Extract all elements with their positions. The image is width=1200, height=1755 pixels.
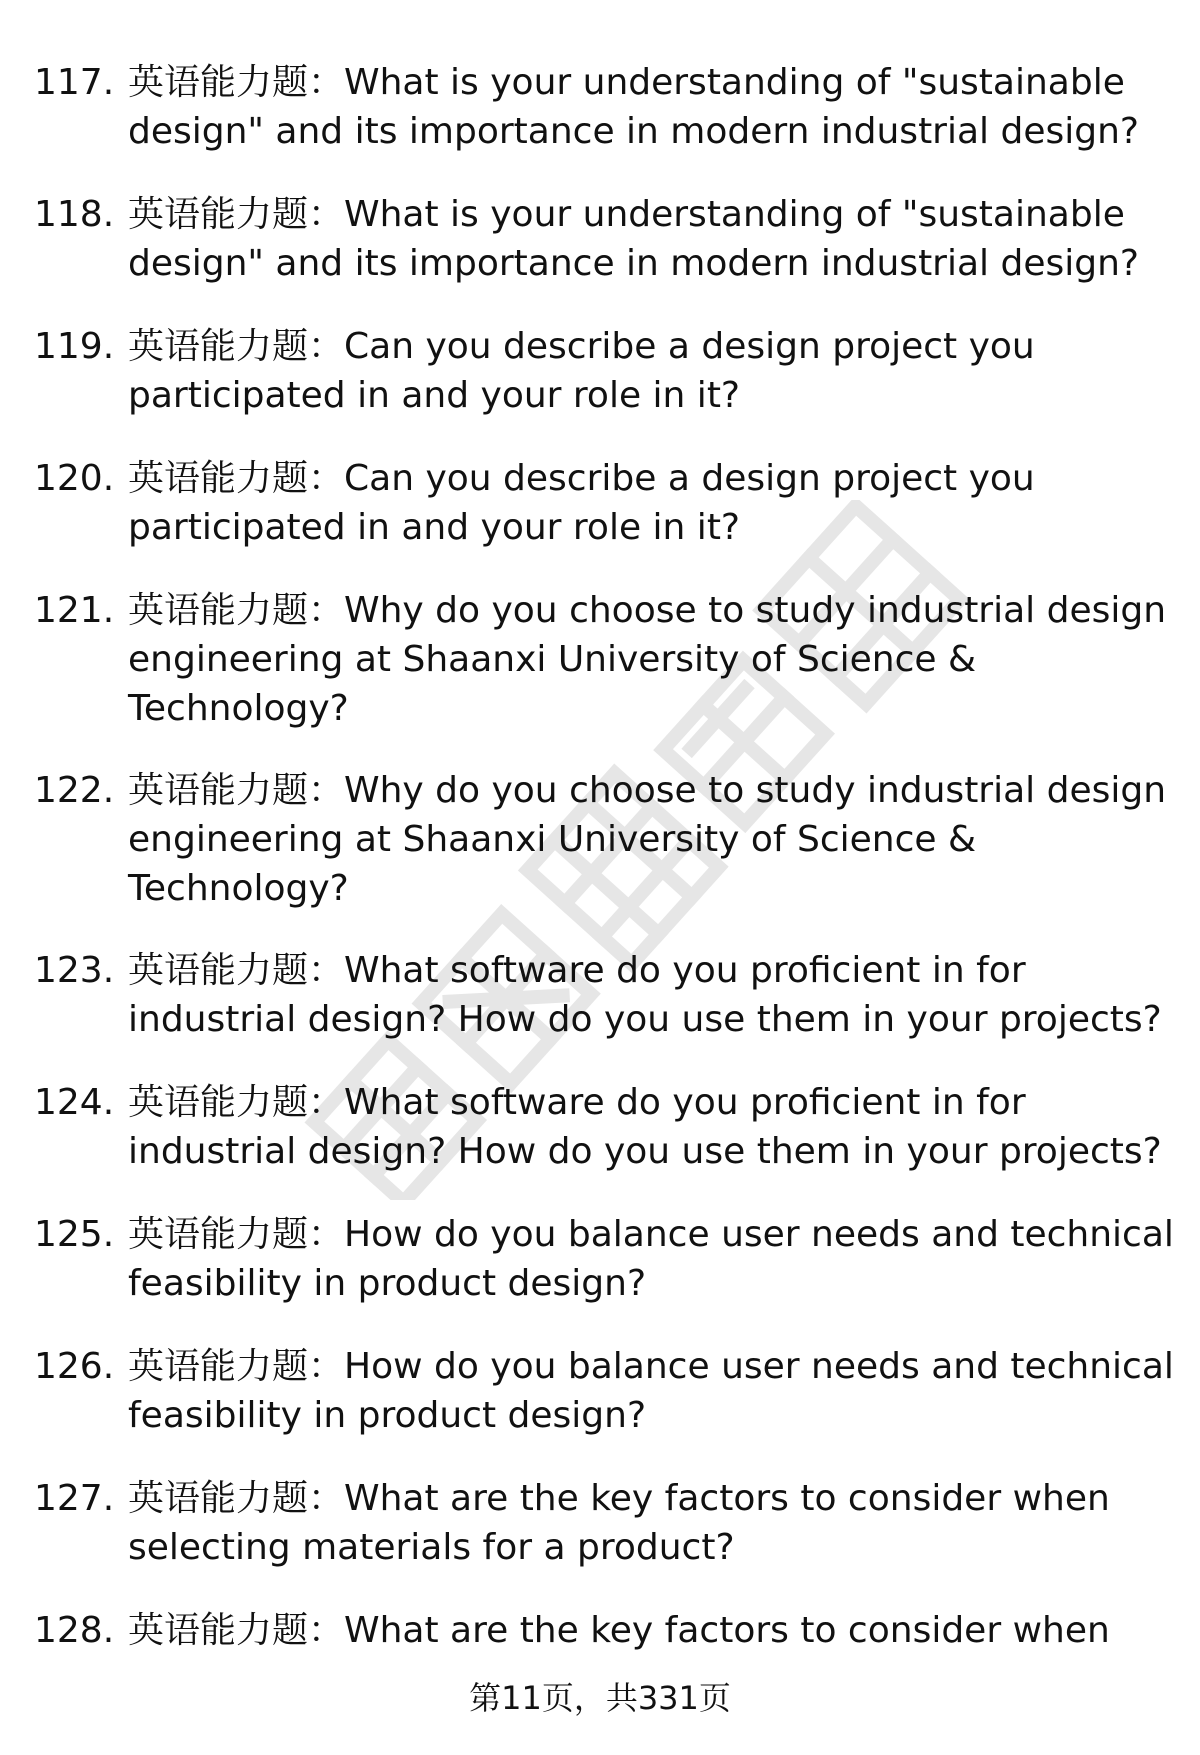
question-line: 英语能力题：What is your understanding of "sustainable — [128, 62, 1125, 103]
question-number: 119. — [34, 326, 115, 367]
question-line: 英语能力题：Can you describe a design project you — [128, 326, 1035, 367]
question-line: 英语能力题：What software do you proficient in for — [128, 1082, 1026, 1123]
question-line: Technology? — [128, 688, 349, 729]
question-text — [128, 1342, 1174, 1440]
question-line: 英语能力题：Can you describe a design project you — [128, 458, 1035, 499]
question-text — [128, 1210, 1174, 1308]
question-number: 118. — [34, 194, 115, 235]
question-line: participated in and your role in it? — [128, 507, 741, 548]
question-line: engineering at Shaanxi University of Science & — [128, 639, 977, 680]
question-number: 127. — [34, 1478, 115, 1519]
question-number: 124. — [34, 1082, 115, 1123]
question-text — [128, 586, 1167, 733]
question-text — [128, 1078, 1162, 1176]
question-line: selecting materials for a product? — [128, 1527, 735, 1568]
question-line: design" and its importance in modern industrial design? — [128, 111, 1140, 152]
question-line: industrial design? How do you use them in your projects? — [128, 999, 1162, 1040]
question-line: feasibility in product design? — [128, 1263, 647, 1304]
question-line: industrial design? How do you use them in your projects? — [128, 1131, 1162, 1172]
page-footer: 第11页，共331页 — [469, 1679, 731, 1717]
question-number: 123. — [34, 950, 115, 991]
question-line: 英语能力题：Why do you choose to study industrial design — [128, 770, 1167, 811]
question-text — [128, 766, 1167, 913]
question-line: 英语能力题：How do you balance user needs and technical — [128, 1214, 1174, 1255]
question-line: 英语能力题：What are the key factors to consider when — [128, 1478, 1110, 1519]
question-line: feasibility in product design? — [128, 1395, 647, 1436]
question-number: 117. — [34, 62, 115, 103]
question-number: 126. — [34, 1346, 115, 1387]
question-text — [128, 322, 1148, 420]
question-line: 英语能力题：What is your understanding of "sustainable — [128, 194, 1125, 235]
question-line: 英语能力题：How do you balance user needs and technical — [128, 1346, 1174, 1387]
question-line: 英语能力题：What are the key factors to consider when — [128, 1610, 1110, 1651]
question-line: Technology? — [128, 868, 349, 909]
question-text — [128, 1474, 1148, 1572]
question-number: 121. — [34, 590, 115, 631]
question-text — [128, 1606, 1148, 1655]
question-number: 122. — [34, 770, 115, 811]
question-line: participated in and your role in it? — [128, 375, 741, 416]
question-number: 128. — [34, 1610, 115, 1651]
question-number: 120. — [34, 458, 115, 499]
question-text — [128, 946, 1162, 1044]
question-number: 125. — [34, 1214, 115, 1255]
question-text — [128, 454, 1148, 552]
question-text — [128, 58, 1148, 156]
question-text — [128, 190, 1148, 288]
question-line: 英语能力题：Why do you choose to study industrial design — [128, 590, 1167, 631]
question-line: 英语能力题：What software do you proficient in for — [128, 950, 1026, 991]
question-line: design" and its importance in modern industrial design? — [128, 243, 1140, 284]
question-line: engineering at Shaanxi University of Science & — [128, 819, 977, 860]
